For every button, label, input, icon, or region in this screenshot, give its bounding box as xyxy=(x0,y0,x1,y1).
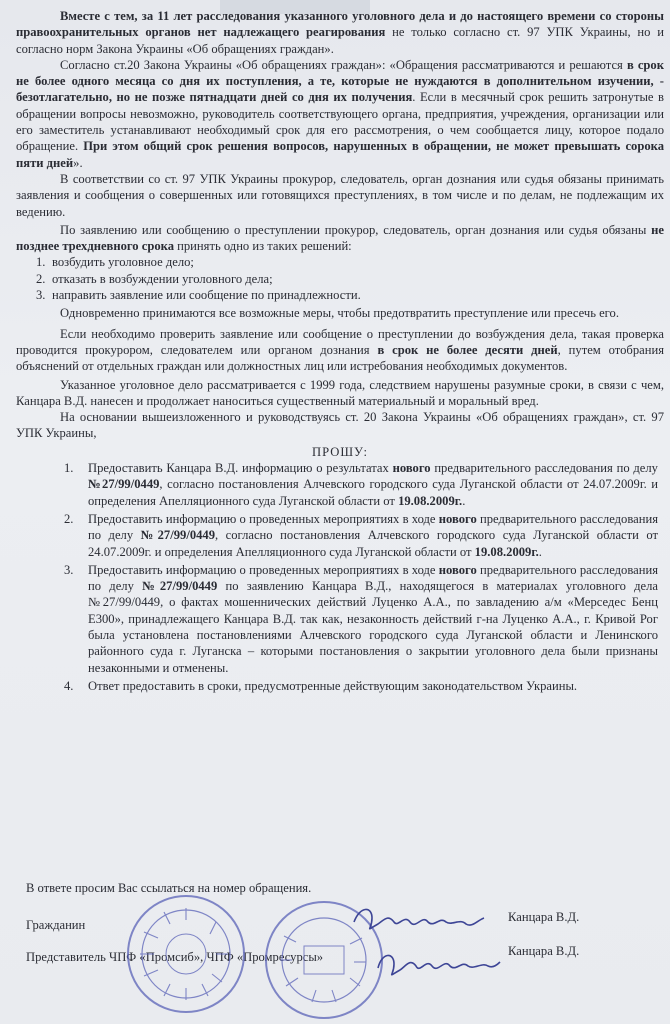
p4-text-2: принять одно из таких решений: xyxy=(174,239,352,254)
list-item xyxy=(16,271,664,287)
p4-bold: не позднее трехдневного срока xyxy=(16,222,664,254)
request-text: Предоставить информацию о проведенных мероприятиях в ходе xyxy=(88,562,439,577)
paragraph-7: Указанное уголовное дело рассматривается с 1999 года, следствием нарушены разумные сроки, в связи с чем, Канцара В.Д. нанесен и продолжает наноситься существенный материальный и моральный вред. xyxy=(16,377,664,408)
request-text: предварительного расследования по делу xyxy=(430,461,658,476)
case-number: №27/99/0449 xyxy=(140,528,216,543)
p4-text-1: По заявлению или сообщению о преступлении прокурор, следователь, орган дознания или судья обязаны xyxy=(60,222,652,237)
list-item-text: отказать в возбуждении уголовного дела; xyxy=(52,271,273,286)
list-item-number: 3. xyxy=(36,288,46,303)
p2-text-3: ». xyxy=(73,155,83,170)
decision-list xyxy=(16,254,664,303)
request-date: 19.08.2009г. xyxy=(398,493,463,508)
request-bold: нового xyxy=(438,511,477,526)
request-text: . xyxy=(538,544,542,559)
request-number: 3. xyxy=(64,562,74,577)
citizen-name: Канцара В.Д. xyxy=(508,910,580,924)
signature-representative xyxy=(372,944,502,984)
request-text: Предоставить Канцара В.Д. информацию о результатах xyxy=(88,461,393,476)
request-number: 1. xyxy=(64,461,74,476)
p6-text-2: , путем отобрания объяснений от отдельных граждан или должностных лиц или истребования необходимых документов. xyxy=(16,342,664,374)
request-list xyxy=(16,460,664,694)
request-date: 19.08.2009г. xyxy=(474,544,539,559)
case-number: №27/99/0449 xyxy=(88,477,160,492)
representative-name: Канцара В.Д. xyxy=(508,944,580,958)
paragraph-6 xyxy=(16,326,664,375)
p1-bold: Вместе с тем, за 11 лет расследования указанного уголовного дела и до настоящего времени со стороны правоохранительных органов нет надлежащего реагирования xyxy=(16,9,664,40)
request-number: 4. xyxy=(64,678,74,693)
request-text: Предоставить информацию о проведенных мероприятиях в ходе xyxy=(88,511,439,526)
paragraph-5: Одновременно принимаются все возможные меры, чтобы предотвратить преступление или пресечь его. xyxy=(60,306,619,321)
signature-citizen xyxy=(348,900,488,940)
paragraph-8: На основании вышеизложенного и руководствуясь ст. 20 Закона Украины «Об обращениях граждан», ст. 97 УПК Украины, xyxy=(16,410,664,441)
request-text: предварительного расследования по делу xyxy=(88,562,658,594)
case-number: №27/99/0449 xyxy=(142,579,218,594)
list-item-text: возбудить уголовное дело; xyxy=(52,255,194,270)
paragraph-1 xyxy=(16,8,664,57)
list-item-number: 1. xyxy=(36,255,46,270)
request-heading: ПРОШУ: xyxy=(312,444,368,459)
p6-bold: в срок не более десяти дней xyxy=(377,342,558,357)
request-item xyxy=(16,678,658,694)
request-text: , согласно постановления Алчевского городского суда Луганской области от 24.07.2009г. и определения Апелляционного суда Луганской области от xyxy=(88,528,659,559)
request-bold: нового xyxy=(392,461,431,476)
list-item xyxy=(16,254,664,270)
p2-text-1: Согласно ст.20 Закона Украины «Об обращениях граждан»: «Обращения рассматриваются и решаются xyxy=(60,57,627,72)
request-text: , согласно постановления Алчевского городского суда Луганской области от 24.07.2009г. и определения Апелляционного суда Луганской области от xyxy=(88,477,658,508)
request-item xyxy=(16,562,658,676)
p2-bold-2: При этом общий срок решения вопросов, нарушенных в обращении, не может превышать сорока пяти дней xyxy=(16,139,664,170)
request-bold: нового xyxy=(438,562,477,577)
p1-text: не только согласно ст. 97 УПК Украины, но и согласно норм Закона Украины «Об обращениях граждан». xyxy=(16,25,664,56)
p6-text-1: Если необходимо проверить заявление или сообщение о преступлении до возбуждения дела, такая проверка проводится прокурором, следователем или органом дознания xyxy=(16,326,664,357)
request-text: по заявлению Канцара В.Д., находящегося в материалах уголовного дела №27/99/0449, о фактах мошеннических действий Луценко А.А., по завладению а/м «Мерседес Бенц Е300», принадлежащего Канцара В.Д. так как, незаконность действий г-на Луценко А.А., г. Кривой Рог была установлена постановлениями Алчевского городского суда Луганской области и Ленинского районного суда г. Луганска – которыми постановления о закрытии уголовного дела были признаны незаконными и отменены. xyxy=(88,579,659,675)
paragraph-3: В соответствии со ст. 97 УПК Украины прокурор, следователь, орган дознания или судья обязаны принимать заявления и сообщения о совершенных или готовящихся преступлениях, в том числе и по делам, не подлежащим их ведению. xyxy=(16,171,664,219)
list-item xyxy=(16,287,664,303)
company-stamp-left xyxy=(124,892,249,1017)
request-item xyxy=(16,460,658,509)
list-item-number: 2. xyxy=(36,271,46,286)
representative-label: Представитель ЧПФ «Промсиб», ЧПФ «Промресурсы» xyxy=(26,950,324,964)
citizen-label: Гражданин xyxy=(26,918,86,932)
p2-bold-1: в срок не более одного месяца со дня их поступления, а те, которые не нуждаются в дополнительном изучении, - безотлагательно, но не позже пятнадцати дней со дня их получения xyxy=(16,57,664,105)
p2-text-2: . Если в месячный срок решить затронутые в обращении вопросы невозможно, руководитель соответствующего органа, предприятия, учреждения, организации или его заместитель устанавливают необходимый срок для его рассмотрения, о чем сообщается лицу, которое подало обращение. xyxy=(16,90,664,154)
list-item-text: направить заявление или сообщение по принадлежности. xyxy=(52,288,361,303)
paragraph-4 xyxy=(16,222,664,255)
request-item xyxy=(16,511,658,560)
request-text: предварительного расследования по делу xyxy=(88,511,658,543)
request-text: . xyxy=(462,493,466,508)
request-number: 2. xyxy=(64,511,74,526)
request-text: Ответ предоставить в сроки, предусмотренные действующим законодательством Украины. xyxy=(88,678,578,693)
document-body xyxy=(16,8,664,694)
paragraph-2 xyxy=(16,57,664,171)
footer-note: В ответе просим Вас ссылаться на номер обращения. xyxy=(26,881,312,895)
